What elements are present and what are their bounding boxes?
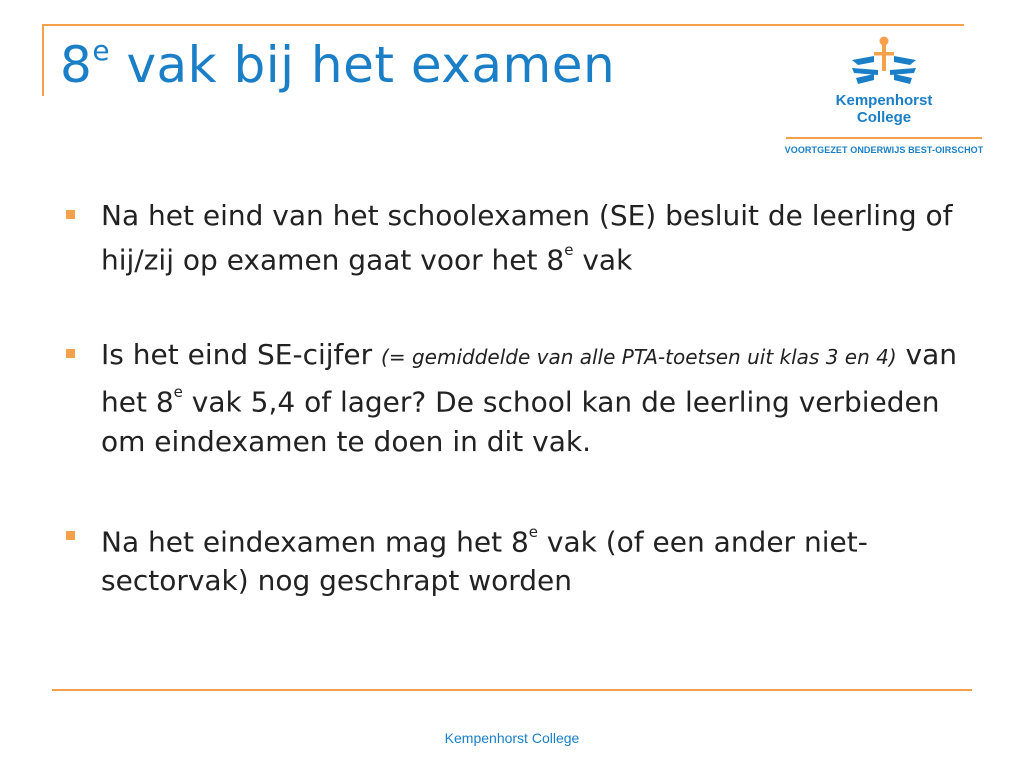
- bullet-text-part: vak (of een ander niet-sectorvak) nog geschrapt worden: [101, 524, 868, 597]
- bullet-text: [101, 335, 962, 460]
- logo-divider: [786, 137, 982, 139]
- school-logo: [784, 34, 984, 160]
- footer-divider: [52, 689, 972, 691]
- logo-tagline: VOORTGEZET ONDERWIJS BEST-OIRSCHOT: [784, 145, 984, 155]
- page-title: [60, 36, 615, 94]
- logo-figure-icon: [848, 34, 920, 90]
- bullet-text-part: Na het eind van het schoolexamen (SE) besluit de leerling of hij/zij op examen gaat voor het 8: [101, 199, 953, 277]
- bullet-text-part: van het 8: [101, 338, 958, 419]
- left-frame-line: [42, 24, 44, 96]
- title-superscript: e: [92, 34, 111, 68]
- bullet-item: [62, 335, 962, 460]
- bullet-marker: [66, 531, 75, 540]
- bullet-list: [62, 196, 962, 656]
- bullet-item: [62, 517, 962, 600]
- bullet-text-part: Is het eind SE-cijfer: [101, 338, 382, 372]
- bullet-italic-note: (= gemiddelde van alle PTA-toetsen uit klas 3 en 4): [381, 345, 897, 370]
- bullet-item: [62, 196, 962, 279]
- bullet-superscript: e: [564, 241, 574, 259]
- bullet-marker: [66, 210, 75, 219]
- bullet-text-part: vak: [573, 243, 633, 277]
- bullet-text-part: vak 5,4 of lager? De school kan de leerling verbieden om eindexamen te doen in dit vak.: [101, 385, 940, 458]
- title-text: vak bij het examen: [110, 36, 616, 94]
- logo-name-line2: College: [856, 109, 912, 126]
- bullet-text-part: Na het eindexamen mag het 8: [101, 524, 529, 558]
- top-frame-line: [42, 24, 964, 26]
- bullet-superscript: e: [173, 383, 183, 402]
- bullet-text: [101, 196, 962, 279]
- logo-name: [784, 92, 984, 126]
- logo-name-line1: Kempenhorst: [835, 92, 933, 109]
- footer-text: Kempenhorst College: [444, 730, 580, 746]
- title-number: 8: [60, 36, 93, 94]
- bullet-text: [101, 517, 962, 600]
- bullet-superscript: e: [528, 522, 538, 541]
- bullet-marker: [66, 349, 75, 358]
